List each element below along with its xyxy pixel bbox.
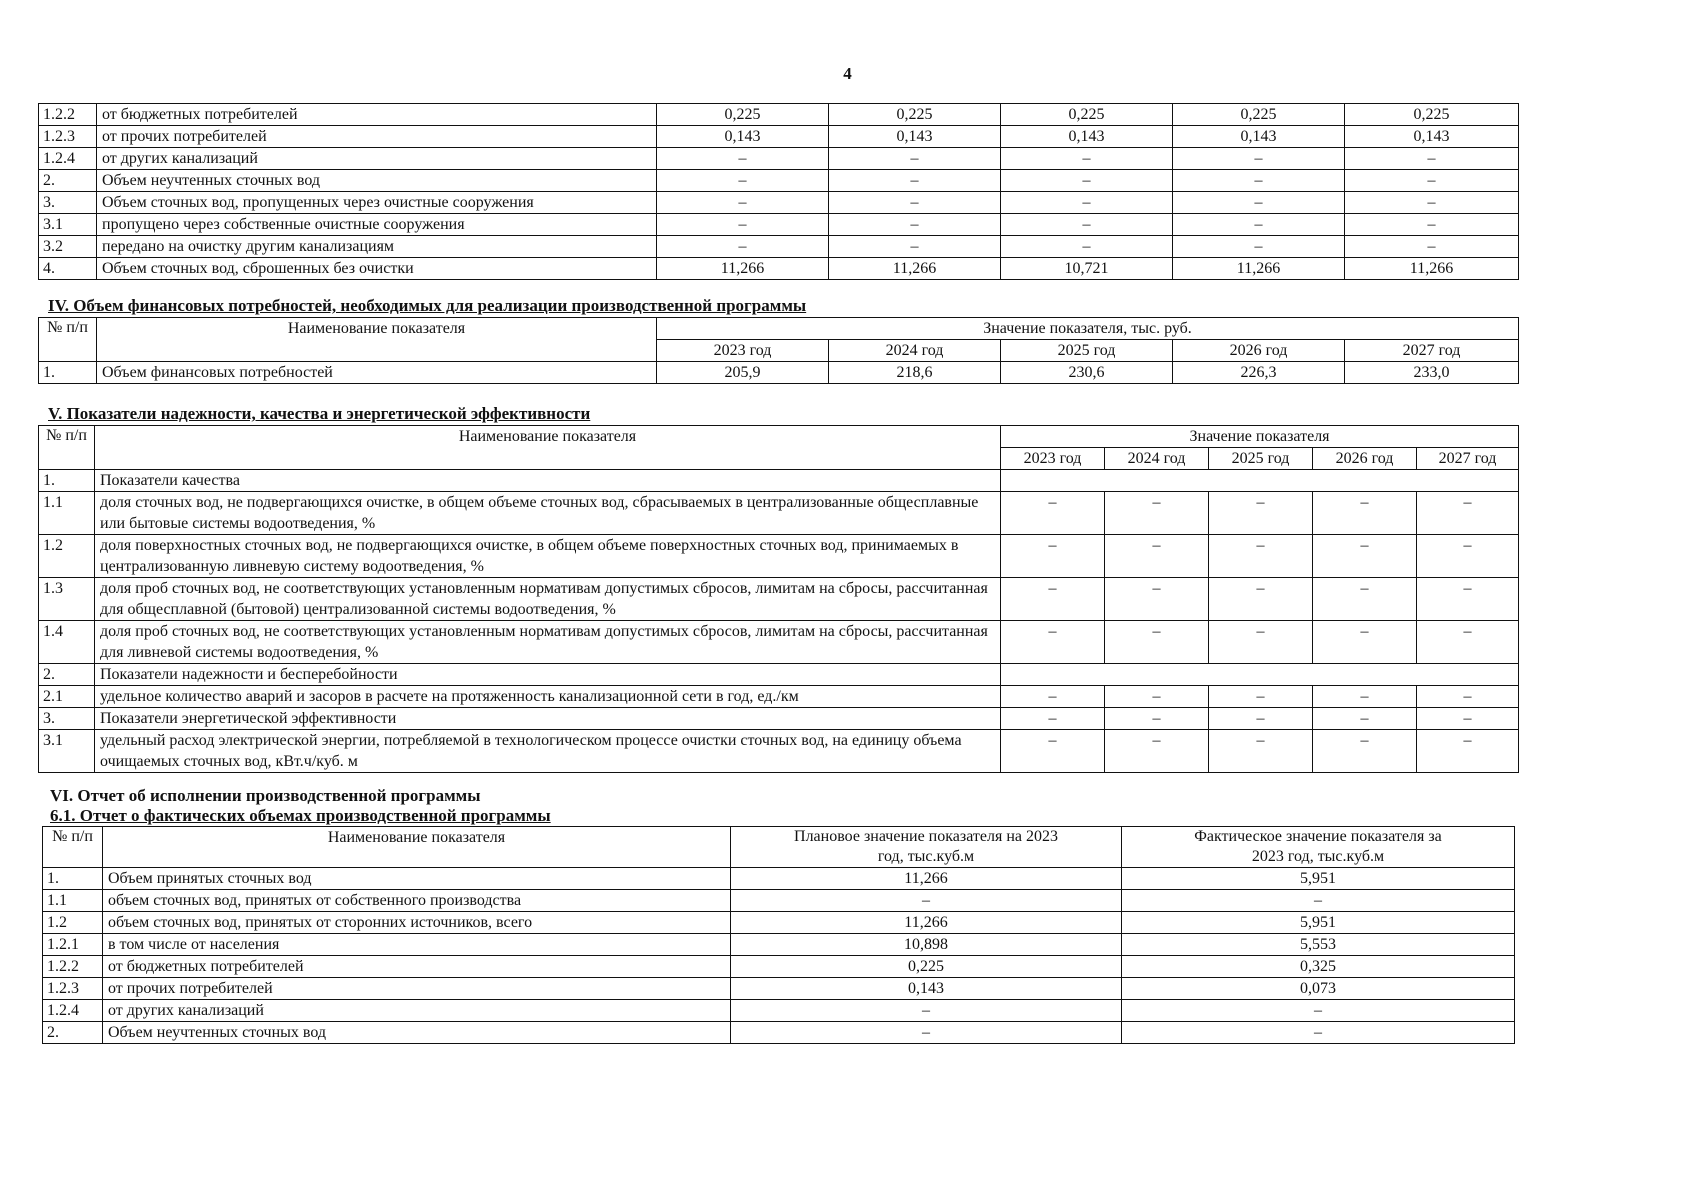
value-cell: –: [731, 890, 1122, 912]
value-cell: –: [1105, 535, 1209, 578]
value-cell: 226,3: [1173, 362, 1345, 384]
value-cell: 5,951: [1122, 912, 1515, 934]
value-cell: –: [1105, 708, 1209, 730]
value-cell: –: [1209, 535, 1313, 578]
quality-table: [38, 425, 1519, 773]
row-name: Показатели энергетической эффективности: [95, 708, 1001, 730]
row-number: 3.: [39, 192, 97, 214]
row-number: 1.1: [43, 890, 103, 912]
year-header: 2027 год: [1417, 448, 1519, 470]
value-cell: 10,721: [1001, 258, 1173, 280]
row-number: 1.2.3: [39, 126, 97, 148]
value-cell: 0,143: [829, 126, 1001, 148]
row-name: доля проб сточных вод, не соответствующих установленным нормативам допустимых сбросов, лимитам на сбросы, рассчитанная для общесплавной (бытовой) централизованной системы водоотведения, %: [95, 578, 1001, 621]
value-cell: 5,951: [1122, 868, 1515, 890]
section-4-title: IV. Объем финансовых потребностей, необходимых для реализации производственной программы: [48, 296, 807, 315]
row-number: 3.: [39, 708, 95, 730]
row-name: от прочих потребителей: [97, 126, 657, 148]
table-row: [39, 236, 1519, 258]
value-cell: 11,266: [731, 912, 1122, 934]
row-name: Показатели надежности и бесперебойности: [95, 664, 1001, 686]
row-name: Объем принятых сточных вод: [103, 868, 731, 890]
value-cell: –: [1209, 686, 1313, 708]
value-cell: 205,9: [657, 362, 829, 384]
year-header: 2024 год: [1105, 448, 1209, 470]
value-cell: –: [1417, 578, 1519, 621]
year-header: 2025 год: [1209, 448, 1313, 470]
table-row: [43, 1000, 1515, 1022]
value-cell: –: [1001, 535, 1105, 578]
value-cell: 233,0: [1345, 362, 1519, 384]
table-row: [39, 470, 1519, 492]
value-cell: –: [1417, 492, 1519, 535]
row-name: от бюджетных потребителей: [103, 956, 731, 978]
row-name: от других канализаций: [97, 148, 657, 170]
value-cell: 11,266: [731, 868, 1122, 890]
table-row: [39, 258, 1519, 280]
row-number: 1.: [39, 362, 97, 384]
value-cell: 11,266: [829, 258, 1001, 280]
value-cell: –: [657, 236, 829, 258]
value-cell: –: [1417, 730, 1519, 773]
year-header: 2026 год: [1313, 448, 1417, 470]
value-cell: –: [1105, 578, 1209, 621]
report-table: [42, 826, 1515, 1044]
value-cell: 0,325: [1122, 956, 1515, 978]
table-row: [39, 492, 1519, 535]
row-name: Объем финансовых потребностей: [97, 362, 657, 384]
value-cell: –: [1345, 170, 1519, 192]
row-name: передано на очистку другим канализациям: [97, 236, 657, 258]
row-name: от бюджетных потребителей: [97, 104, 657, 126]
row-number: 1.4: [39, 621, 95, 664]
value-cell: –: [1001, 214, 1173, 236]
top-table-block: [38, 103, 1519, 280]
value-cell: –: [829, 214, 1001, 236]
header-name: Наименование показателя: [95, 426, 1001, 470]
value-cell: 0,225: [1173, 104, 1345, 126]
row-name: от других канализаций: [103, 1000, 731, 1022]
table-row: [43, 868, 1515, 890]
value-cell: –: [1001, 578, 1105, 621]
table-row: [39, 708, 1519, 730]
value-cell: –: [829, 170, 1001, 192]
value-cell: –: [1313, 492, 1417, 535]
value-cell: –: [1105, 492, 1209, 535]
row-number: 1.2.4: [43, 1000, 103, 1022]
value-cell: –: [829, 192, 1001, 214]
row-name: объем сточных вод, принятых от сторонних источников, всего: [103, 912, 731, 934]
row-name: доля поверхностных сточных вод, не подвергающихся очистке, в общем объеме поверхностных сточных вод, принимаемых в централизованную ливневую систему водоотведения, %: [95, 535, 1001, 578]
row-number: 3.1: [39, 730, 95, 773]
value-cell: 0,073: [1122, 978, 1515, 1000]
value-cell: 11,266: [1173, 258, 1345, 280]
section-4-block: [38, 317, 1519, 384]
header-num: № п/п: [43, 827, 103, 868]
table-row: [39, 362, 1519, 384]
value-cell: –: [1105, 730, 1209, 773]
value-cell: 0,143: [657, 126, 829, 148]
row-name: объем сточных вод, принятых от собственного производства: [103, 890, 731, 912]
row-number: 1.2.2: [43, 956, 103, 978]
row-name: удельное количество аварий и засоров в расчете на протяженность канализационной сети в год, ед./км: [95, 686, 1001, 708]
value-cell: 11,266: [657, 258, 829, 280]
year-header: 2025 год: [1001, 340, 1173, 362]
value-cell: –: [1417, 686, 1519, 708]
year-header: 2024 год: [829, 340, 1001, 362]
row-number: 1.2.2: [39, 104, 97, 126]
section-5-block: [38, 425, 1519, 773]
section-6-title: VI. Отчет об исполнении производственной программы: [50, 786, 481, 805]
value-cell: –: [731, 1000, 1122, 1022]
value-cell: –: [1001, 492, 1105, 535]
value-cell: 218,6: [829, 362, 1001, 384]
row-number: 1.2: [39, 535, 95, 578]
value-cell: –: [1122, 1022, 1515, 1044]
value-cell: –: [1173, 236, 1345, 258]
value-cell: –: [1001, 192, 1173, 214]
table-row: [39, 214, 1519, 236]
row-number: 2.: [39, 664, 95, 686]
value-cell: –: [1417, 621, 1519, 664]
value-cell: –: [1209, 730, 1313, 773]
row-name: Объем неучтенных сточных вод: [97, 170, 657, 192]
value-cell: –: [1001, 621, 1105, 664]
row-name: Показатели качества: [95, 470, 1001, 492]
year-header: 2023 год: [657, 340, 829, 362]
row-number: 1.2.3: [43, 978, 103, 1000]
value-cell: 0,143: [1001, 126, 1173, 148]
section-5-title: V. Показатели надежности, качества и энергетической эффективности: [48, 404, 591, 423]
header-num: № п/п: [39, 318, 97, 362]
row-number: 3.1: [39, 214, 97, 236]
value-cell: –: [1313, 578, 1417, 621]
row-name: доля проб сточных вод, не соответствующих установленным нормативам допустимых сбросов, лимитам на сбросы, рассчитанная для ливневой системы водоотведения, %: [95, 621, 1001, 664]
value-cell: –: [829, 148, 1001, 170]
value-cell: –: [1209, 621, 1313, 664]
year-header: 2026 год: [1173, 340, 1345, 362]
table-row: [43, 978, 1515, 1000]
value-cell: 0,143: [1173, 126, 1345, 148]
table-row: [39, 535, 1519, 578]
table-row: [43, 890, 1515, 912]
header-value: Значение показателя, тыс. руб.: [657, 318, 1519, 340]
table-row: [43, 1022, 1515, 1044]
value-cell: –: [1001, 236, 1173, 258]
value-cell: –: [1105, 621, 1209, 664]
value-cell: 0,225: [1345, 104, 1519, 126]
section-6-block: [42, 826, 1515, 1044]
row-name: Объем сточных вод, пропущенных через очистные сооружения: [97, 192, 657, 214]
value-cell: 10,898: [731, 934, 1122, 956]
value-cell: 0,225: [1001, 104, 1173, 126]
row-name: в том числе от населения: [103, 934, 731, 956]
row-number: 1.: [43, 868, 103, 890]
value-cell: –: [1173, 148, 1345, 170]
table-row: [39, 170, 1519, 192]
value-cell: –: [1313, 730, 1417, 773]
row-name: Объем сточных вод, сброшенных без очистки: [97, 258, 657, 280]
table-row: [39, 104, 1519, 126]
value-cell: –: [1209, 708, 1313, 730]
top-table: [38, 103, 1519, 280]
value-cell: –: [1173, 170, 1345, 192]
row-name: от прочих потребителей: [103, 978, 731, 1000]
row-name: пропущено через собственные очистные сооружения: [97, 214, 657, 236]
table-row: [39, 192, 1519, 214]
header-fact: Фактическое значение показателя за 2023 год, тыс.куб.м: [1122, 827, 1515, 868]
row-number: 3.2: [39, 236, 97, 258]
header-value: Значение показателя: [1001, 426, 1519, 448]
value-cell: –: [1173, 214, 1345, 236]
table-row: [43, 912, 1515, 934]
value-cell: –: [1313, 686, 1417, 708]
row-number: 1.2.1: [43, 934, 103, 956]
header-name: Наименование показателя: [97, 318, 657, 362]
value-cell: –: [1173, 192, 1345, 214]
row-number: 1.2.4: [39, 148, 97, 170]
value-cell: –: [1001, 730, 1105, 773]
value-cell: –: [1001, 170, 1173, 192]
value-cell: 0,143: [731, 978, 1122, 1000]
header-num: № п/п: [39, 426, 95, 470]
page-number: 4: [843, 64, 852, 83]
row-number: 1.: [39, 470, 95, 492]
row-number: 1.3: [39, 578, 95, 621]
value-cell: 11,266: [1345, 258, 1519, 280]
financial-table: [38, 317, 1519, 384]
value-cell: –: [1345, 214, 1519, 236]
value-cell: –: [1001, 708, 1105, 730]
header-plan: Плановое значение показателя на 2023 год, тыс.куб.м: [731, 827, 1122, 868]
value-cell: –: [1313, 621, 1417, 664]
row-number: 2.: [43, 1022, 103, 1044]
row-number: 1.1: [39, 492, 95, 535]
value-cell: –: [1313, 708, 1417, 730]
header-name: Наименование показателя: [103, 827, 731, 868]
value-cell: –: [1417, 708, 1519, 730]
row-values-empty: [1001, 664, 1519, 686]
value-cell: –: [1001, 686, 1105, 708]
table-row: [39, 664, 1519, 686]
value-cell: –: [1345, 192, 1519, 214]
value-cell: –: [1209, 578, 1313, 621]
value-cell: –: [1105, 686, 1209, 708]
year-header: 2023 год: [1001, 448, 1105, 470]
table-row: [43, 934, 1515, 956]
table-row: [43, 956, 1515, 978]
value-cell: –: [657, 214, 829, 236]
value-cell: –: [657, 148, 829, 170]
value-cell: –: [829, 236, 1001, 258]
year-header: 2027 год: [1345, 340, 1519, 362]
section-6-subtitle: 6.1. Отчет о фактических объемах производственной программы: [50, 806, 551, 825]
table-row: [39, 730, 1519, 773]
value-cell: 0,225: [731, 956, 1122, 978]
table-row: [39, 126, 1519, 148]
value-cell: –: [1345, 236, 1519, 258]
table-row: [39, 578, 1519, 621]
value-cell: –: [657, 192, 829, 214]
value-cell: –: [1001, 148, 1173, 170]
value-cell: 230,6: [1001, 362, 1173, 384]
row-name: доля сточных вод, не подвергающихся очистке, в общем объеме сточных вод, сбрасываемых в централизованные общесплавные или бытовые системы водоотведения, %: [95, 492, 1001, 535]
row-values-empty: [1001, 470, 1519, 492]
value-cell: 5,553: [1122, 934, 1515, 956]
table-row: [39, 148, 1519, 170]
row-name: удельный расход электрической энергии, потребляемой в технологическом процессе очистки сточных вод, на единицу объема очищаемых сточных вод, кВт.ч/куб. м: [95, 730, 1001, 773]
value-cell: 0,225: [829, 104, 1001, 126]
value-cell: 0,225: [657, 104, 829, 126]
row-number: 1.2: [43, 912, 103, 934]
value-cell: –: [1122, 1000, 1515, 1022]
value-cell: –: [1122, 890, 1515, 912]
value-cell: –: [657, 170, 829, 192]
row-name: Объем неучтенных сточных вод: [103, 1022, 731, 1044]
value-cell: –: [1209, 492, 1313, 535]
row-number: 2.: [39, 170, 97, 192]
value-cell: 0,143: [1345, 126, 1519, 148]
table-row: [39, 686, 1519, 708]
row-number: 4.: [39, 258, 97, 280]
row-number: 2.1: [39, 686, 95, 708]
value-cell: –: [731, 1022, 1122, 1044]
value-cell: –: [1417, 535, 1519, 578]
table-row: [39, 621, 1519, 664]
value-cell: –: [1313, 535, 1417, 578]
value-cell: –: [1345, 148, 1519, 170]
